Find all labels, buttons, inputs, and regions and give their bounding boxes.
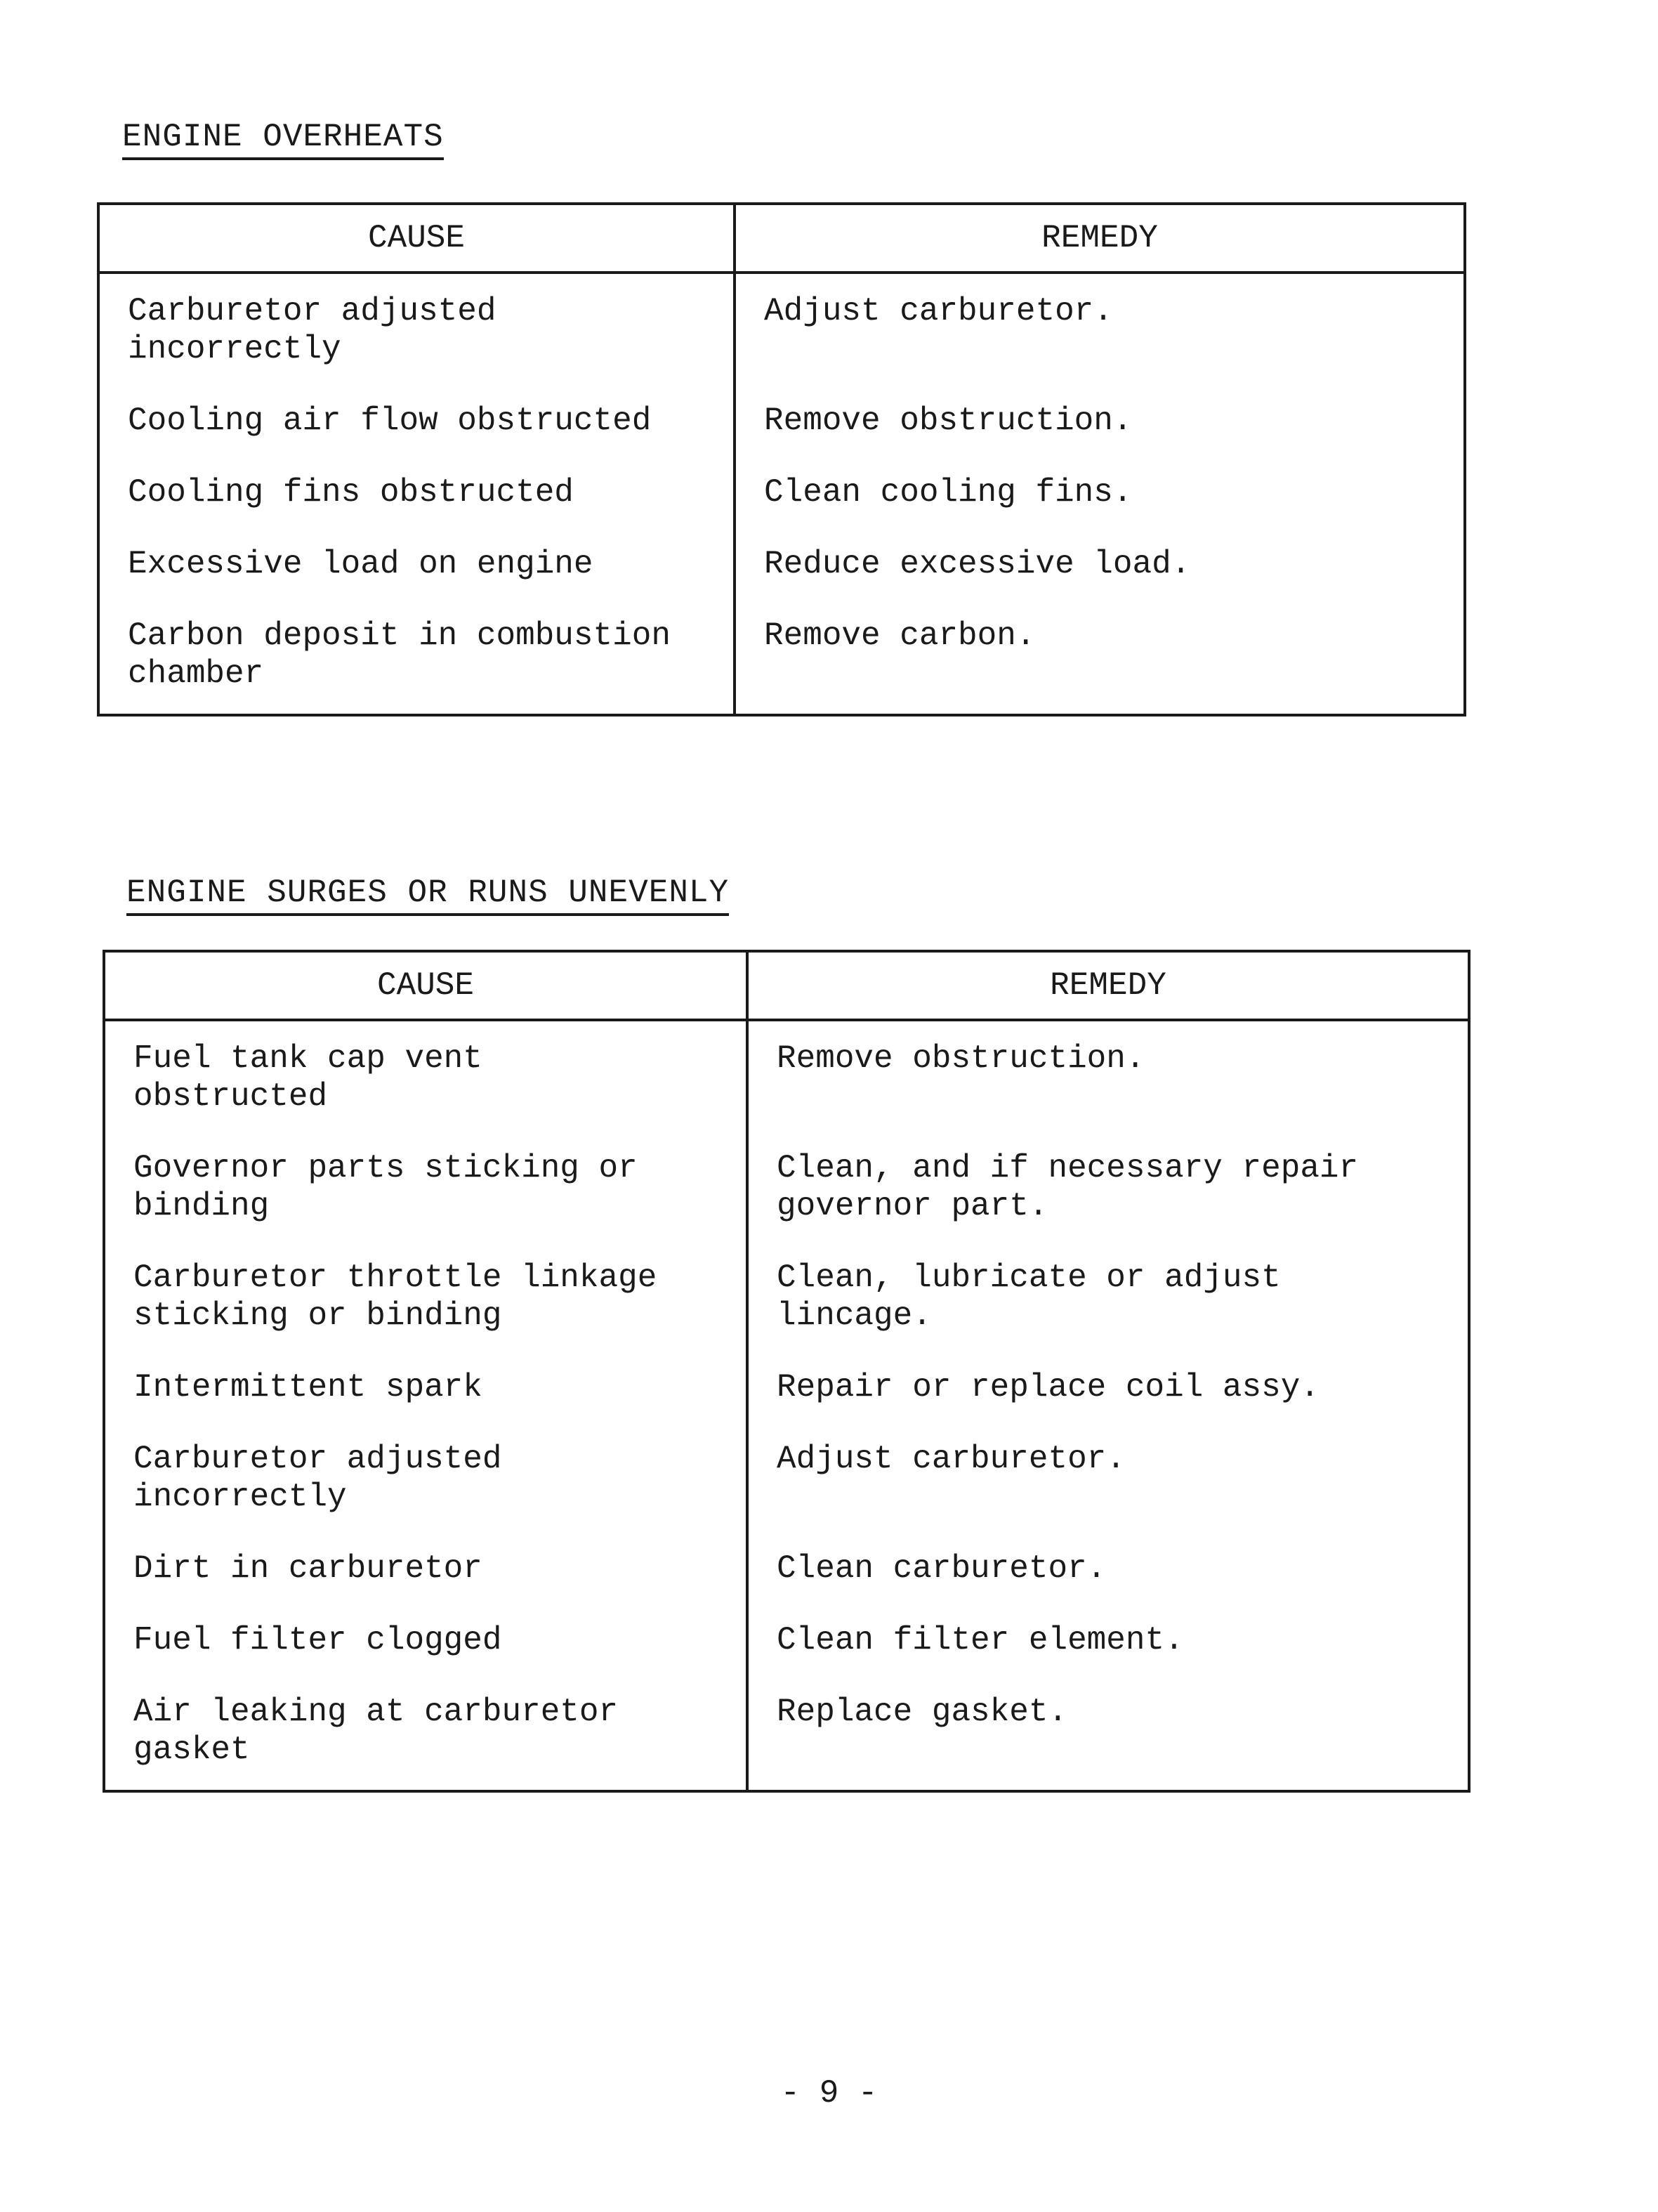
section-title-engine-overheats: ENGINE OVERHEATS [122,121,444,160]
table-header-row [104,951,1469,1020]
table-row [98,402,1465,473]
remedy-cell: Clean, and if necessary repair governor part. [777,1150,1359,1224]
page-number: - 9 - [780,2075,878,2112]
cause-cell: Governor parts sticking or binding [104,1149,747,1259]
remedy-cell: Adjust carburetor. [764,293,1113,329]
remedy-cell: Remove carbon. [764,617,1036,654]
remedy-cell: Reduce excessive load. [764,546,1191,582]
cause-cell: Carburetor adjusted incorrectly [98,273,735,402]
cause-cell: Cooling fins obstructed [98,473,735,545]
remedy-cell: Clean filter element. [777,1622,1184,1658]
cause-column-header: CAUSE [104,951,747,1020]
table-row [104,1368,1469,1440]
table-row [98,473,1465,545]
engine-overheats-table [97,202,1466,716]
remedy-cell: Clean, lubricate or adjust lincage. [777,1259,1281,1334]
cause-cell: Carburetor throttle linkage sticking or binding [104,1259,747,1368]
table-row [104,1550,1469,1621]
cause-cell: Fuel tank cap vent obstructed [104,1020,747,1149]
table-row [98,273,1465,402]
table-row [98,617,1465,715]
cause-cell: Fuel filter clogged [104,1621,747,1693]
cause-cell: Dirt in carburetor [104,1550,747,1621]
cause-cell: Air leaking at carburetor gasket [104,1693,747,1791]
engine-surges-table [103,950,1471,1793]
section-title-engine-surges: ENGINE SURGES OR RUNS UNEVENLY [126,877,729,916]
remedy-cell: Remove obstruction. [777,1040,1145,1077]
cause-column-header: CAUSE [98,204,735,273]
table-row [104,1149,1469,1259]
cause-cell: Cooling air flow obstructed [98,402,735,473]
table-row [104,1020,1469,1149]
remedy-column-header: REMEDY [747,951,1469,1020]
remedy-cell: Repair or replace coil assy. [777,1369,1320,1406]
remedy-cell: Clean cooling fins. [764,474,1133,511]
remedy-cell: Replace gasket. [777,1694,1068,1730]
cause-cell: Intermittent spark [104,1368,747,1440]
remedy-cell: Clean carburetor. [777,1550,1107,1587]
cause-cell: Carburetor adjusted incorrectly [104,1440,747,1550]
remedy-cell: Adjust carburetor. [777,1441,1126,1477]
cause-cell: Excessive load on engine [98,545,735,617]
table-header-row [98,204,1465,273]
cause-cell: Carbon deposit in combustion chamber [98,617,735,715]
remedy-cell: Remove obstruction. [764,403,1133,439]
table-row [104,1621,1469,1693]
table-row [104,1440,1469,1550]
remedy-column-header: REMEDY [735,204,1465,273]
table-row [104,1259,1469,1368]
table-row [104,1693,1469,1791]
table-row [98,545,1465,617]
